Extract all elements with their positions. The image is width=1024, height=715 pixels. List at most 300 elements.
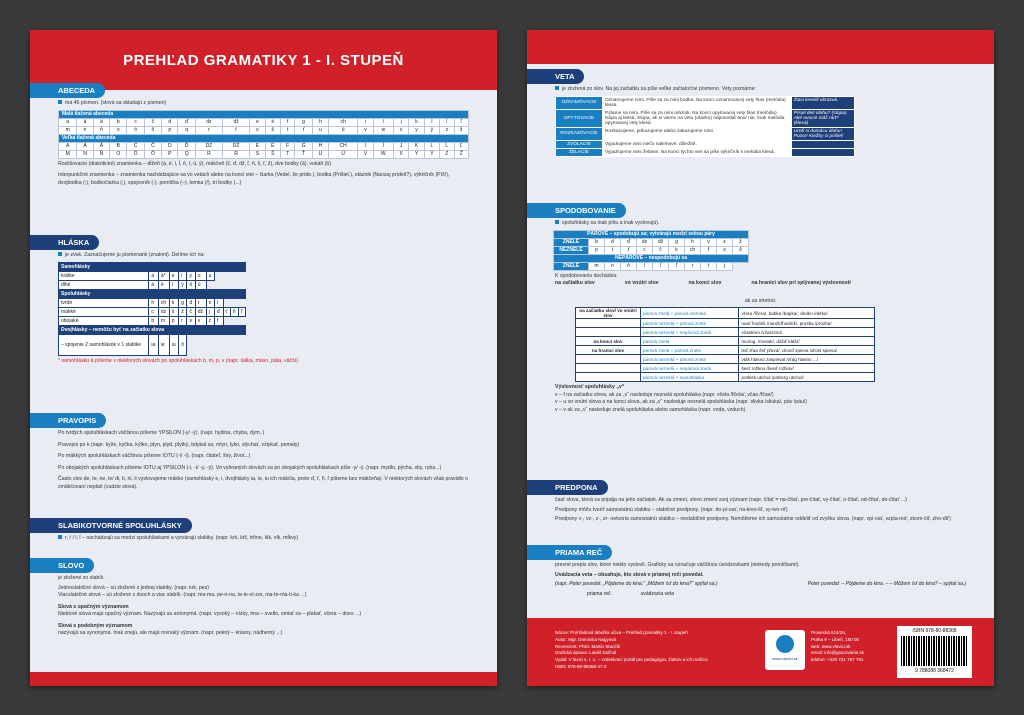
page-title: PREHĽAD GRAMATIKY 1 - I. STUPEŇ xyxy=(30,30,497,90)
pair-cell: m xyxy=(589,262,605,270)
letter-cell: DŽ xyxy=(223,142,250,150)
diphthong-cell: ie xyxy=(158,334,169,355)
pravopis-p3: Po mäkkých spoluhláskach väčšinou píšeme IOTU (-i/ -í). (napr. čitateľ, širy, život...) xyxy=(58,453,251,460)
letter-cell: ž xyxy=(454,126,468,134)
diphthong-cell: iu xyxy=(169,334,178,355)
combination: párová neznelá + párová znelá xyxy=(641,319,739,328)
sentence-type-row xyxy=(556,148,855,156)
letter-cell: T xyxy=(280,150,294,158)
letter-cell: K xyxy=(409,142,424,150)
letter-cell: v xyxy=(358,126,373,134)
pravopis-p2: Pravopis po k (napr. kyže, kyčka, kýtko, plyn, plyd, plytký, bdykal sa, mlyn, lyko, slýchať, vzlykať, pomaly) xyxy=(58,441,300,448)
assimilation-row xyxy=(576,319,875,328)
bullet-icon xyxy=(555,86,559,90)
v-rule-2: v – u vo vnútri slova a na konci slova, ak za „v“ nasleduje neznelá spoluhláska (napr. slivka /sliuka/, páv /páu/) xyxy=(555,399,808,406)
example: včasténo /včazníno/ xyxy=(739,328,875,337)
barcode-box xyxy=(897,626,972,678)
consonant-cell: j xyxy=(206,307,214,316)
letter-cell: e xyxy=(250,118,265,126)
letter-cell: t xyxy=(280,126,294,134)
letter-cell: M xyxy=(59,150,77,158)
slabikotvorne-heading: SLABIKOTVORNÉ SPOLUHLÁSKY xyxy=(30,518,192,533)
footer-info-line: Grafická úprava: Lukáš Dolihal xyxy=(555,650,617,656)
letter-cell: ú xyxy=(329,126,358,134)
consonant-cell: š xyxy=(169,307,178,316)
letter-cell: Ť xyxy=(295,150,312,158)
hlaska-intro: je zvuk. Zaznačujeme ju písmenami (znakmi). Delíme ich na: xyxy=(30,250,497,262)
letter-cell: ď xyxy=(178,118,195,126)
assimilation-row xyxy=(576,373,875,382)
consonant-cell: g xyxy=(179,298,187,307)
position-label xyxy=(576,364,641,373)
hlaska-heading: HLÁSKA xyxy=(30,235,99,250)
right-sheet xyxy=(527,30,994,686)
vowel-cell: ú xyxy=(195,280,206,289)
sentence-type-example xyxy=(791,148,854,156)
consonant-cell: f xyxy=(214,316,223,325)
hard-label: tvrdé xyxy=(59,298,149,307)
bullet-icon xyxy=(58,252,62,256)
pair-cell: d xyxy=(605,238,621,246)
letter-cell: ň xyxy=(93,126,109,134)
letter-cell: E xyxy=(250,142,265,150)
bullet-icon xyxy=(58,535,62,539)
letter-cell: V xyxy=(358,150,373,158)
footer-address-line: web: www.vlavici.sk xyxy=(811,643,851,649)
assimilation-table xyxy=(575,307,875,382)
pair-cell: h xyxy=(685,238,701,246)
pair-cell: s xyxy=(717,246,733,254)
left-bottom-band xyxy=(30,672,497,686)
letter-cell: Ĺ xyxy=(440,142,454,150)
example-2: Peter povedal: – Pôjdeme do kina. – – Môžem ísť do kina? – spýtal sa.) xyxy=(807,581,966,588)
pair-cell: r xyxy=(685,262,701,270)
example: leď zľaa /leť pľava/, drozď spieva /drost spieva/ xyxy=(739,346,875,355)
letter-cell: R xyxy=(195,150,222,158)
letter-cell: ä xyxy=(93,118,109,126)
letter-cell: y xyxy=(409,126,424,134)
pravopis-p5: Často slov de, te, ne, le/ di, ti, ni, li vyslovujeme mäkko (samohlásky e, i, dvojhlásky ia, ie, iu ich mäkčia, preto ď, ť, ň, ľ píšeme bez mäkčeňa). V niektorých slovách však pravidlo o zmäkčovaní neplatí (cudzie slová). xyxy=(58,476,469,490)
vowels-header: Samohlásky xyxy=(59,262,246,271)
sentence-type-row xyxy=(556,140,855,148)
letter-cell: i xyxy=(358,118,373,126)
diacritics-note: Rozlišovacie (diakritické) znamienka – dĺžeň (á, é, í, ĺ, ó, ŕ, ú, ý), mäkčeň (č, ď, dž, ľ, ň, š, ť, ž), dve bodky (ä), vokáň (ô) xyxy=(58,160,332,167)
footer-info-line: Vydal: V lavici s. r. o. – vzdelávací portál pre pedagógov, žiakov a ich rodičov xyxy=(555,657,708,662)
assimilation-row xyxy=(576,364,875,373)
hlaska-table xyxy=(58,262,246,356)
letter-cell: G xyxy=(295,142,312,150)
footer-info-line: ISBN: 978-80-88368-47-2 xyxy=(555,663,607,669)
pair-cell: ž xyxy=(733,238,749,246)
letter-cell: Q xyxy=(178,150,195,158)
sentence-type-desc: Rozkazujeme, prikazujeme alebo zakazujeme nimi. xyxy=(603,127,792,140)
letter-cell: ý xyxy=(424,126,439,134)
vowel-cell: u xyxy=(206,271,214,280)
letter-cell: o xyxy=(110,126,127,134)
pair-cell: t xyxy=(605,246,621,254)
vowel-cell: ó xyxy=(187,280,195,289)
letter-cell: í xyxy=(373,118,393,126)
letter-cell: B xyxy=(110,142,127,150)
vowel-cell: ý xyxy=(179,280,187,289)
pravopis-section xyxy=(30,410,497,493)
letter-cell: I xyxy=(358,142,373,150)
example-1: (napr. Peter povedal: „Pôjdeme do kina.“ „Môžem ísť do kina?“ spýtal sa.) xyxy=(555,581,718,588)
punctuation-note: Interpunkčné znamienka – znamienka nachádzajúce sa vo vetách alebo na konci viet – čiarka (Vedel, že príde.), bodka (Prišiel.), otáznik (Naozaj prídeš?), výkričník (Píš!), dvojbodka (:), bodkočiarka (;), spojovník (-), pomlčka (–), lomka (/), tri bodky (...) xyxy=(58,172,450,186)
letter-cell: Y xyxy=(409,150,424,158)
pair-cell: n xyxy=(605,262,621,270)
example: vťera /fčera/, babka /bapka/, dedko /detko/ xyxy=(739,308,875,319)
letter-cell: Š xyxy=(265,150,280,158)
intro-clause-label: uvádzacia veta xyxy=(640,591,674,598)
sentence-type-label: ZVOLACIE xyxy=(556,140,603,148)
voiced-label: ZNELÉ xyxy=(554,238,589,246)
parove-header: PÁROVÉ – spodobujú sa; vytvárajú medzi sebou páry xyxy=(554,230,749,238)
letter-cell: c xyxy=(127,118,144,126)
sentence-type-row xyxy=(556,127,855,140)
letter-cell: b xyxy=(110,118,127,126)
pair-cell: j xyxy=(717,262,733,270)
abeceda-heading: ABECEDA xyxy=(30,83,105,98)
top-band xyxy=(527,30,994,64)
consonant-cell: dz xyxy=(158,307,169,316)
letter-cell: O xyxy=(110,150,127,158)
pair-cell: ň xyxy=(621,262,637,270)
predpona-p1: časť slova, ktorá sa pripája na jeho začiatok. Ak sa zmení, slovo zmení svoj význam (napr. čítať = na-čítať, pre-čítať, vy-čítať, o-čítať, od-čítať, do-čítať ...) xyxy=(555,497,907,503)
vowel-cell: a xyxy=(149,271,158,280)
vowel-cell: í xyxy=(169,280,178,289)
combination: párová neznelá + nepárová znelá xyxy=(641,328,739,337)
letter-cell: č xyxy=(144,118,161,126)
letter-cell: Z xyxy=(440,150,454,158)
letter-cell: Ž xyxy=(454,150,468,158)
position-label xyxy=(576,328,641,337)
letter-cell: Ý xyxy=(424,150,439,158)
letter-cell: Č xyxy=(144,142,161,150)
letter-cell: Ó xyxy=(127,150,144,158)
left-sheet xyxy=(30,30,497,686)
soft-label: mäkké xyxy=(59,307,149,316)
vowel-cell: á xyxy=(149,280,158,289)
consonant-cell: p xyxy=(169,316,178,325)
combination: párová neznelá + samohláska xyxy=(641,373,739,382)
letter-cell: dž xyxy=(223,118,250,126)
pair-cell: g xyxy=(669,238,685,246)
barcode-number: 9 788088 368472 xyxy=(915,668,954,674)
letter-cell: Ô xyxy=(144,150,161,158)
letter-cell: L xyxy=(424,142,439,150)
publisher-logo xyxy=(765,630,805,670)
letter-cell: j xyxy=(393,118,408,126)
letter-cell: ch xyxy=(329,118,358,126)
short-vowels-label: krátke xyxy=(59,271,149,280)
slovo-section xyxy=(30,555,497,640)
letter-cell: Á xyxy=(77,142,93,150)
consonant-cell: c xyxy=(149,307,158,316)
direct-speech-label: priama reč xyxy=(587,591,611,598)
letter-cell: ĺ xyxy=(440,118,454,126)
pair-cell: b xyxy=(589,238,605,246)
letter-cell: Ŕ xyxy=(223,150,250,158)
places-row xyxy=(527,280,994,290)
letter-cell: Ď xyxy=(178,142,195,150)
vowel-cell: o xyxy=(195,271,206,280)
letter-cell: á xyxy=(77,118,93,126)
v-rule-3: v – v ak za „v“ nasleduje znelá spoluhláska alebo samohláska (napr. voda, vzduch) xyxy=(555,406,746,413)
consonant-cell: n xyxy=(206,298,214,307)
sentence-type-desc: Vyjadrujeme nimi želanie. Na konci týchto viet sa píše výkričník s melódia klesá. xyxy=(603,148,792,156)
sentence-type-example xyxy=(791,140,854,148)
letter-cell: k xyxy=(409,118,424,126)
veta-section xyxy=(527,66,994,157)
letter-cell: š xyxy=(265,126,280,134)
letter-cell: X xyxy=(393,150,408,158)
unpaired-voiced-label: ZNELÉ xyxy=(554,262,589,270)
k-spodobovaniu: K spodobovaniu dochádza: xyxy=(555,272,618,279)
diphthong-cell: ô xyxy=(179,334,187,355)
consonant-cell: k xyxy=(169,298,178,307)
veta-intro: je zložená zo slov. Na jej začiatku sa píše veľké začiatočné písmeno. Vety poznáme: xyxy=(527,84,994,96)
footer-info-line: Recenzent: PhDr. Martin Stančík xyxy=(555,643,621,649)
footer-address-line: email: info@gracovanie.sk xyxy=(811,650,864,656)
place-end: na konci slov xyxy=(688,280,722,287)
ambiguous-label: obojaké xyxy=(59,316,149,325)
position-label xyxy=(576,373,641,382)
sentence-type-label: OPYTOVACIE xyxy=(556,109,603,127)
slovo-s7: nazývajú sa synonymá. Inak znejú, ale majú rovnaký význam. (napr. pekný – krásny, nádherný ...) xyxy=(58,630,283,637)
predpona-section xyxy=(527,477,994,526)
letter-cell: h xyxy=(312,118,328,126)
assimilation-row xyxy=(576,337,875,346)
consonant-cell: b xyxy=(149,316,158,325)
abeceda-section xyxy=(30,80,497,189)
assimilation-row xyxy=(576,355,875,364)
diphthong-cell: ia xyxy=(149,334,158,355)
letter-cell: r xyxy=(195,126,222,134)
sentence-type-desc: Vyjadrujeme nimi niečo naliehavé, dôležité. xyxy=(603,140,792,148)
vowel-cell: ä* xyxy=(158,271,169,280)
letter-cell: C xyxy=(127,142,144,150)
letter-cell: S xyxy=(250,150,265,158)
logo-icon xyxy=(776,635,794,653)
slovo-s4: Slová s opačným významom xyxy=(58,603,129,610)
barcode-icon xyxy=(901,636,968,666)
example: potlesk utichol /potlezg utichol/ xyxy=(739,373,875,382)
pravopis-p4: Po obojakých spoluhláskach píšeme IOTU aj YPSILON (-i, -í/ -y, -ý). Vo vybraných slovách sa po obojakých spoluhláskach píše -y/ -ý. (napr. mydlo, pýcha, sby, ryba...) xyxy=(58,464,442,471)
pravopis-p1: Po tvrdých spoluhláskach väčšinou píšeme YPSILON (-y/ -ý). (napr. hydina, chyba, dym..) xyxy=(58,430,265,436)
predpona-p3: Predpony v-, vz-, z-, zr- netvoria samostatnú slabiku – neslabičné predpony. Nemôžeme ich samostatne oddeliť od zvyšku slova. (napr. vpí-sať, vzpla-noť, zkom-čiť, zho-dit') xyxy=(555,516,951,523)
pair-cell: k xyxy=(669,246,685,254)
consonant-cell: ň xyxy=(230,307,238,316)
letter-cell: P xyxy=(162,150,178,158)
footer-info-line: Názov: Prehľadová tabuľka učiva – Prehľad gramatiky 1 - I. stupeň xyxy=(555,630,688,635)
combination: párová znelá + párová neznelá xyxy=(641,308,739,319)
combination: párová znelá xyxy=(641,337,739,346)
position-label: na hranici slov xyxy=(576,346,641,355)
predpona-heading: PREDPONA xyxy=(527,480,608,495)
letter-cell: ť xyxy=(295,126,312,134)
consonant-cell: dž xyxy=(195,307,206,316)
vowel-cell: i xyxy=(179,271,187,280)
v-pronunciation-title: Výslovnosť spoluhlásky „v“ xyxy=(555,384,625,391)
pair-cell: ť xyxy=(621,246,637,254)
pair-cell: č xyxy=(653,246,669,254)
letter-cell: CH xyxy=(329,142,358,150)
sentence-type-desc: Pýtame sa nimi. Píše sa za nimi otáznik. Na konci opytovacej vety hlas (melódia) stúpa aj klesá. Stúpa, ak si vieme na vetu (otázku) odpovedať áno/ nie. Inak melódia opytovacej vety klesá. xyxy=(603,109,792,127)
footer-address xyxy=(811,630,864,664)
combination: párová znelá + párová znelá xyxy=(641,346,739,355)
isbn-text: ISBN 978-80-88368 xyxy=(912,628,957,634)
priama-rec-heading: PRIAMA REČ xyxy=(527,545,612,560)
letter-cell: ó xyxy=(127,126,144,134)
letter-cell: Ľ xyxy=(454,142,468,150)
slabikotvorne-section xyxy=(30,515,497,545)
letter-cell: Ú xyxy=(329,150,358,158)
letter-cell: N xyxy=(77,150,93,158)
consonant-cell: h xyxy=(149,298,158,307)
consonant-cell: l xyxy=(214,298,223,307)
letter-cell: W xyxy=(373,150,393,158)
assimilation-row xyxy=(576,308,875,319)
pair-cell: dz xyxy=(637,238,653,246)
consonant-cell: t xyxy=(195,298,206,307)
letter-cell: U xyxy=(312,150,328,158)
pair-cell: v xyxy=(701,238,717,246)
footer-info xyxy=(555,630,708,671)
spodobovanie-heading: SPODOBOVANIE xyxy=(527,203,626,218)
letter-cell: D xyxy=(162,142,178,150)
priama-rec-labels xyxy=(527,587,994,601)
sentence-type-desc: Oznamujeme nimi. Píše sa za nimi bodka. Na konci oznamovacej vety hlas (melódia) klesá. xyxy=(603,96,792,109)
letter-cell: DZ xyxy=(195,142,222,150)
sentence-type-row xyxy=(556,96,855,109)
pair-cell: ď xyxy=(621,238,637,246)
letter-cell: ľ xyxy=(454,118,468,126)
sentence-type-label: ROZKAZOVACIE xyxy=(556,127,603,140)
small-alphabet-label: Malá tlačená abeceda xyxy=(59,110,469,118)
place-start: na začiatku slov xyxy=(555,280,595,287)
letter-cell: F xyxy=(280,142,294,150)
big-alphabet-label: Veľká tlačená abeceda xyxy=(59,134,469,142)
letter-cell: ô xyxy=(144,126,161,134)
letter-cell: q xyxy=(178,126,195,134)
example: šesť rožkov /šesď rožkov/ xyxy=(739,364,875,373)
hlaska-section xyxy=(30,232,497,367)
sentence-type-example: Písali deti úlohu? (stúpa) Aké ovocie máš rád? (klesá) xyxy=(791,109,854,127)
consonant-cell: ľ xyxy=(239,307,246,316)
letter-cell: d xyxy=(162,118,178,126)
abeceda-intro: má 46 písmen. (slová sa skladajú z písmen) xyxy=(30,98,497,110)
priama-rec-r2: Uvádzacia veta – obsahuje, kto slová v priamej reči povedal. xyxy=(555,571,704,578)
position-label xyxy=(576,319,641,328)
hlaska-footnote: * samohlásku ä píšeme v niektorých slovách po spoluhláskach b, m, p, v (napr. šálka, mäso, päta, väčší) xyxy=(58,357,298,364)
letter-cell: u xyxy=(312,126,328,134)
diphthong-note: – spojenie 2 samohlások v 1 slabike xyxy=(59,334,149,355)
pair-cell: p xyxy=(589,246,605,254)
pair-cell: z xyxy=(717,238,733,246)
vowel-cell: y xyxy=(187,271,195,280)
letter-cell: É xyxy=(265,142,280,150)
footer-address-line: Praha 9 – Libeň, 180 00 xyxy=(811,636,860,642)
consonant-cell: z xyxy=(206,316,214,325)
spodobovanie-section xyxy=(527,200,994,416)
position-label xyxy=(576,355,641,364)
consonant-cell: č xyxy=(187,307,195,316)
pravopis-heading: PRAVOPIS xyxy=(30,413,106,428)
letter-cell: Ň xyxy=(93,150,109,158)
pair-cell: ĺ xyxy=(653,262,669,270)
voiceless-label: NEZNELÉ xyxy=(554,246,589,254)
vowel-cell: é xyxy=(158,280,169,289)
letter-cell: é xyxy=(265,118,280,126)
veta-heading: VETA xyxy=(527,69,584,84)
place-boundary: na hranici slov pri splývanej výslovnosti xyxy=(751,280,851,287)
sentence-type-label: ŽELACIE xyxy=(556,148,603,156)
consonants-header: Spoluhlásky xyxy=(59,289,246,298)
pair-cell: ch xyxy=(685,246,701,254)
diphthongs-header: Dvojhlásky – nemôžu byť na začiatku slova xyxy=(59,325,246,334)
position-label: na konci slov xyxy=(576,337,641,346)
example: nanŕ hodník /nanižďhodník/, prosba /prozba/ xyxy=(739,319,875,328)
letter-cell: z xyxy=(440,126,454,134)
consonant-cell: v xyxy=(195,316,206,325)
assimilation-row xyxy=(576,328,875,337)
slovo-s6: Slová s podobným významom xyxy=(58,622,133,629)
slovo-s1: je zložené zo slabík. xyxy=(58,575,105,581)
letter-cell: a xyxy=(59,118,77,126)
vowel-cell: e xyxy=(169,271,178,280)
letter-cell: l xyxy=(424,118,439,126)
priama-rec-r1: presné prepis slov, ktoré niekto vyslovil. Graficky sa označuje väčšinou úvodzovkami (niekedy pomlčkami). xyxy=(555,562,800,568)
letter-cell: A xyxy=(59,142,77,150)
abeceda-table xyxy=(58,110,469,159)
sentence-type-example: Uroб si domácu úlohu! Pozor! Kiežby si prišiel! xyxy=(791,127,854,140)
consonant-cell: ž xyxy=(179,307,187,316)
consonant-cell: m xyxy=(158,316,169,325)
pair-cell: š xyxy=(733,246,749,254)
predpona-p2: Predpony môžu tvoriť samostatnú slabiku – slabičné predpony. (napr. do-pí-sať, na-kres-liť, vy-tvo-riť) xyxy=(555,506,788,513)
neparove-header: NEPÁROVÉ – nespodobujú sa xyxy=(554,254,749,262)
letter-cell: n xyxy=(77,126,93,134)
consonant-cell: r xyxy=(179,316,187,325)
slovo-s2: Jednoslabičné slová – sú zložené z jednej slabiky. (napr. krk, pes) xyxy=(58,584,209,591)
long-vowels-label: dlhé xyxy=(59,280,149,289)
place-inside: vo vnútri slov xyxy=(624,280,659,287)
letter-cell: H xyxy=(312,142,328,150)
letter-cell: ŕ xyxy=(223,126,250,134)
pair-cell: l xyxy=(637,262,653,270)
sentence-type-label: OZNAMOVACIE xyxy=(556,96,603,109)
consonant-cell: ch xyxy=(158,298,169,307)
logo-text: www.vlavici.sk xyxy=(772,656,798,661)
consonant-cell: ď xyxy=(214,307,223,316)
footer-address-line: telefon: +420 721 757 781 xyxy=(811,657,864,662)
letter-cell: g xyxy=(295,118,312,126)
pair-cell: c xyxy=(637,246,653,254)
sentence-type-row xyxy=(556,109,855,127)
pairs-table xyxy=(553,230,749,271)
slovo-s3: Viacslabičné slová – sú zložené z dvoch a viac slabík. (napr. ma-ma, pe-ri-na, te-le-ví-zor, ma-te-ma-ti-ka ...) xyxy=(58,592,307,599)
pair-cell: ŕ xyxy=(701,262,717,270)
position-label: na začiatku slov/ vo vnútri slov xyxy=(576,308,641,319)
letter-cell: J xyxy=(393,142,408,150)
letter-cell: w xyxy=(373,126,393,134)
slabikotvorne-text: r, ŕ / l, ĺ – nachádzajú sa medzi spoluhláskami a vytvárajú slabiky. (napr. krk, kŕč, trňne, klk, vlk, mĺkvy) xyxy=(30,533,497,545)
example: vták hlasno zaspieval /vťág hlasno .../ xyxy=(739,355,875,364)
pair-cell: dž xyxy=(653,238,669,246)
spodobovanie-intro: spoluhlásky sa inak píšu a inak vyslovujú). xyxy=(527,218,994,230)
letter-cell: s xyxy=(250,126,265,134)
